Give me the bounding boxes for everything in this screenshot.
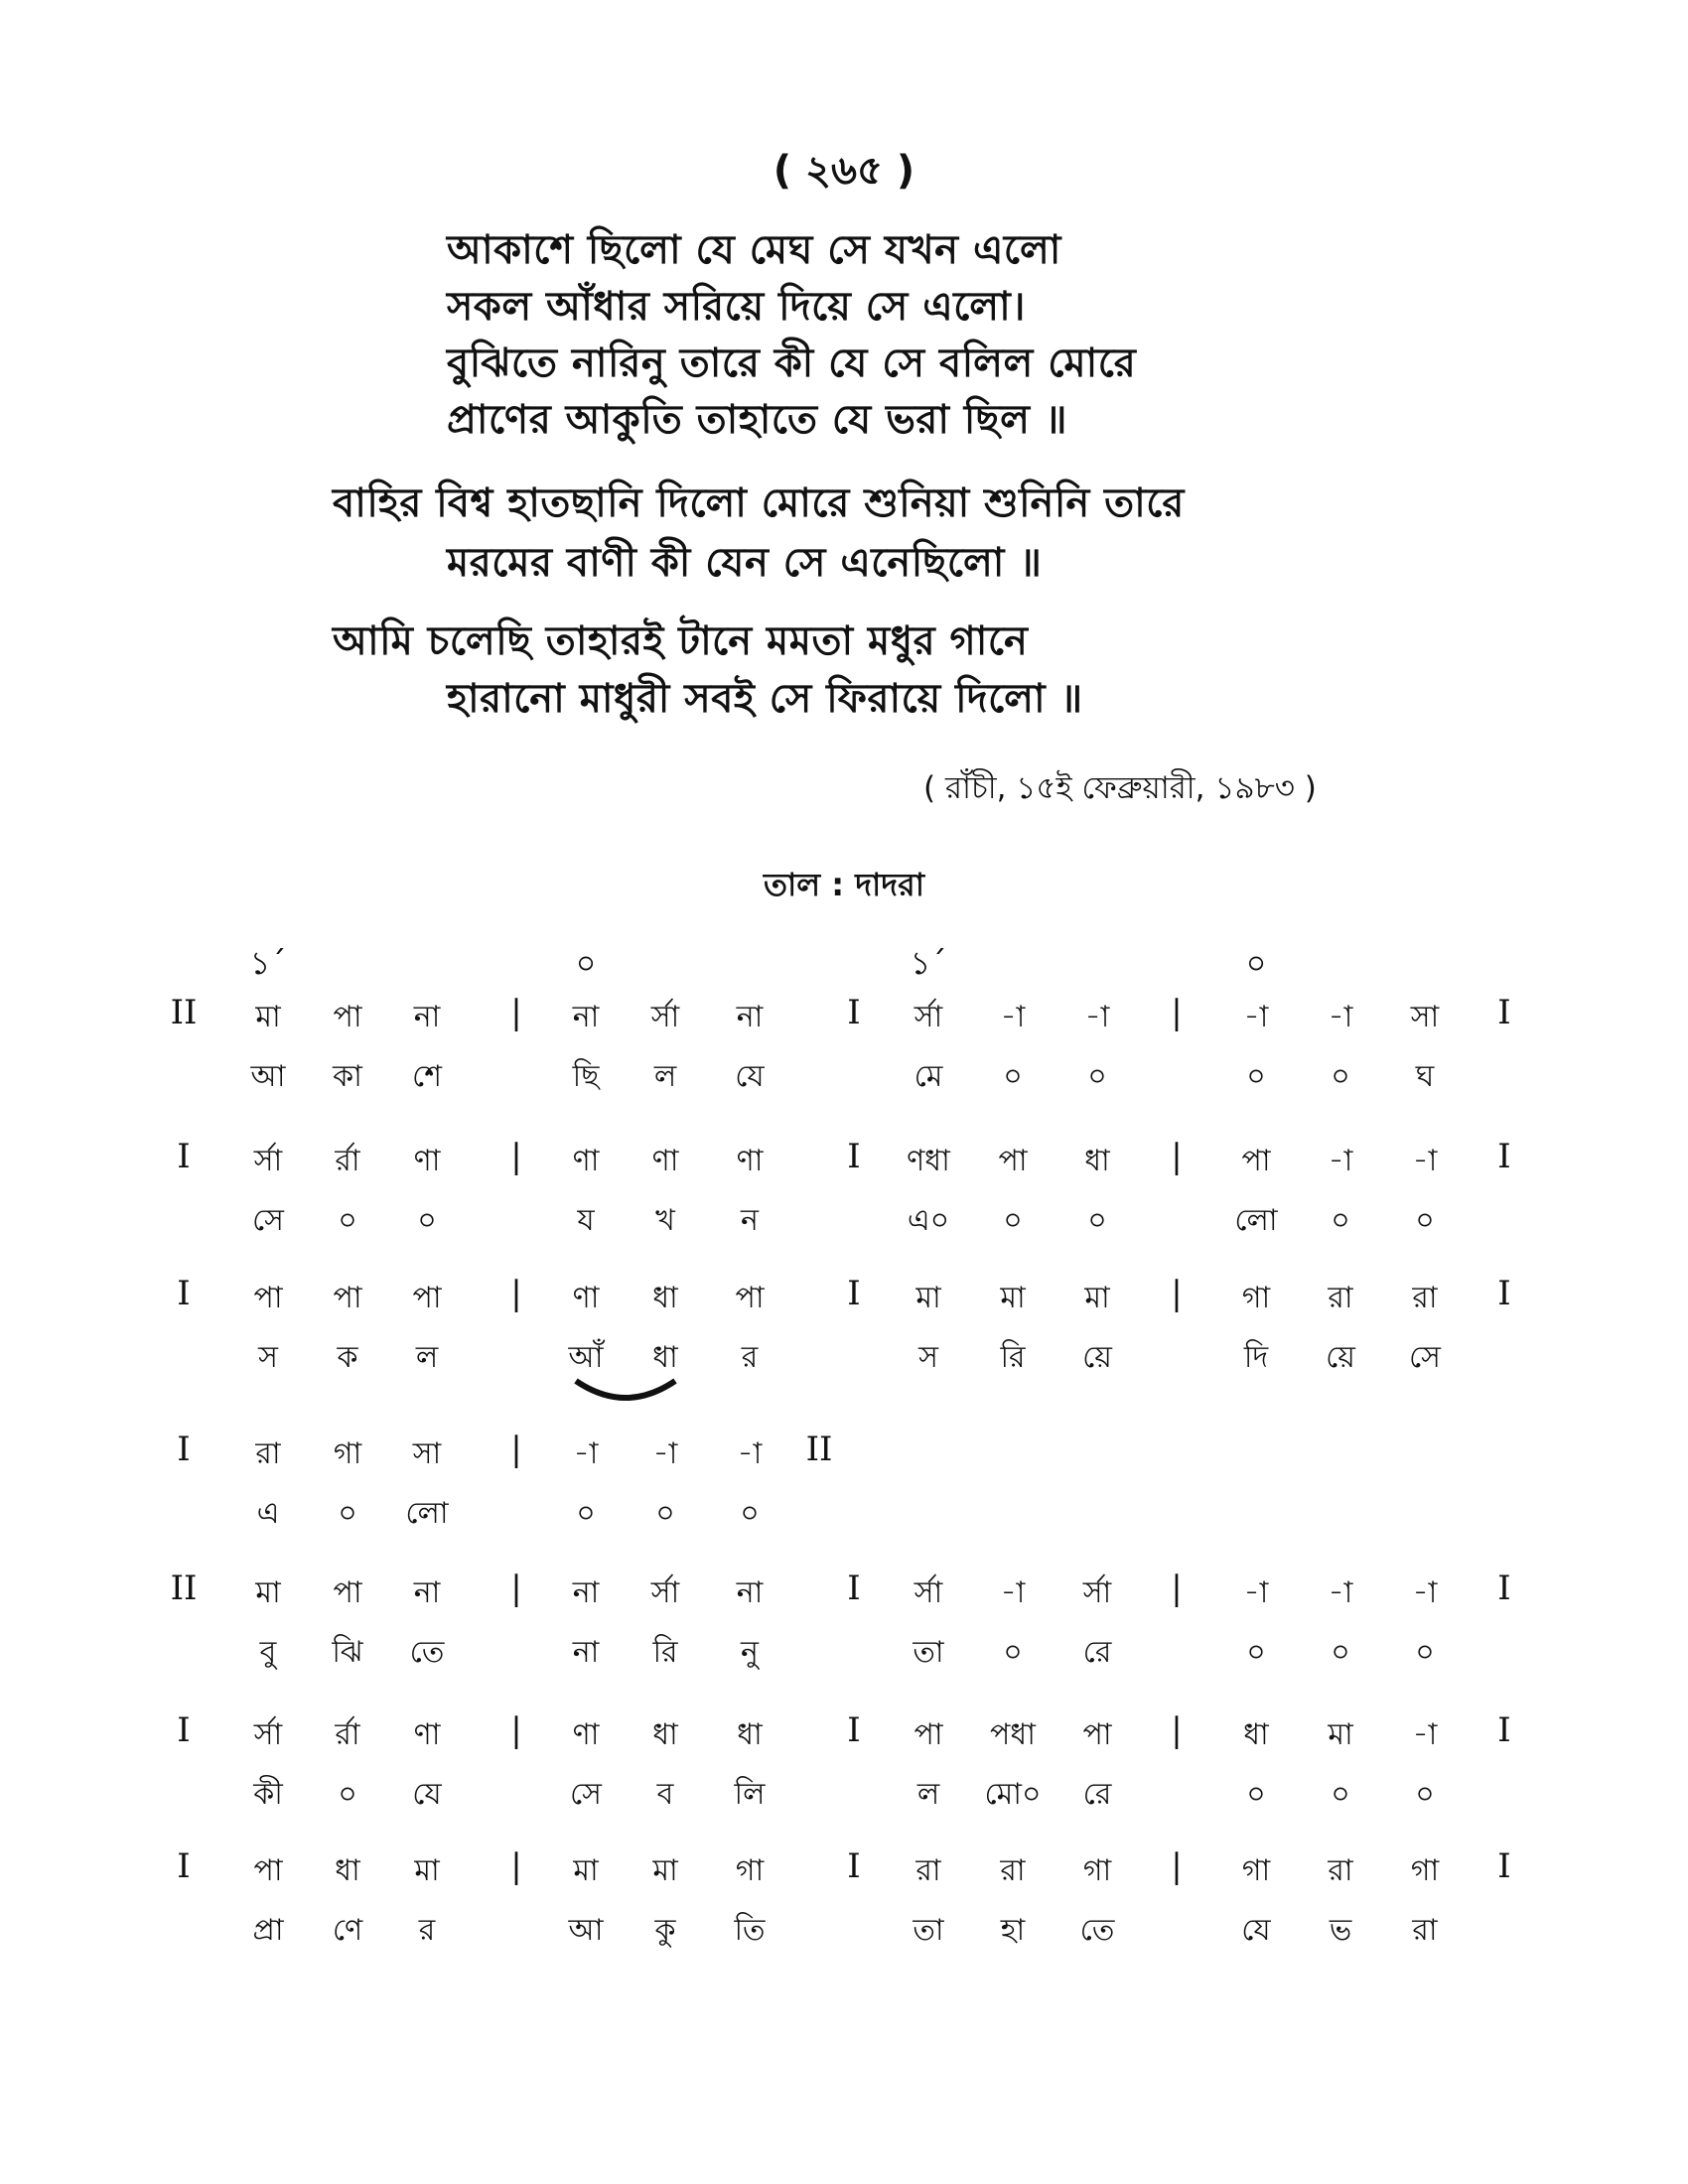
vibhag-separator: | bbox=[1171, 1274, 1183, 1313]
note-cell: মা bbox=[573, 1853, 599, 1888]
lyric-cell: য bbox=[577, 1203, 595, 1238]
lyric-cell: রি bbox=[652, 1635, 678, 1670]
note-cell: ধা bbox=[652, 1281, 678, 1315]
note-cell: র্সা bbox=[1082, 1575, 1112, 1610]
lyric-cell: তি bbox=[734, 1913, 766, 1948]
meend-curve bbox=[571, 1373, 680, 1413]
note-cell: সা bbox=[412, 1436, 442, 1471]
note-cell: মা bbox=[652, 1853, 678, 1888]
lyric-cell: ণে bbox=[332, 1913, 363, 1948]
note-cell: মা bbox=[255, 1000, 281, 1034]
row-start-bar: I bbox=[177, 1430, 191, 1469]
row-end-bar: II bbox=[805, 1430, 833, 1469]
note-cell: -া bbox=[573, 1436, 599, 1471]
vibhag-separator: | bbox=[510, 1137, 522, 1176]
note-cell: -া bbox=[1328, 1575, 1353, 1610]
lyric-cell: যে bbox=[735, 1059, 765, 1094]
note-cell: না bbox=[572, 1575, 600, 1610]
row-end-bar: I bbox=[1497, 1137, 1511, 1176]
note-cell: মা bbox=[255, 1575, 281, 1610]
lyric-cell: না bbox=[572, 1635, 600, 1670]
note-cell: গা bbox=[1241, 1281, 1271, 1315]
note-cell: গা bbox=[735, 1853, 765, 1888]
note-cell: পা bbox=[253, 1853, 283, 1888]
poem-line: হারানো মাধুরী সবই সে ফিরায়ে দিলো ॥ bbox=[447, 676, 1083, 722]
lyric-cell: ০ bbox=[1003, 1059, 1023, 1094]
note-cell: -া bbox=[652, 1436, 678, 1471]
lyric-cell: ০ bbox=[740, 1496, 760, 1531]
note-cell: মা bbox=[414, 1853, 440, 1888]
note-cell: র্সা bbox=[650, 1000, 680, 1034]
row-start-bar: I bbox=[177, 1274, 191, 1313]
lyric-cell: শে bbox=[412, 1059, 442, 1094]
note-cell: রা bbox=[1412, 1281, 1438, 1315]
lyric-cell: য়ে bbox=[1326, 1340, 1355, 1375]
lyric-cell: তা bbox=[913, 1913, 944, 1948]
date-place-signature: ( রাঁচী, ১৫ই ফেব্রুয়ারী, ১৯৮৩ ) bbox=[923, 770, 1317, 806]
vibhag-separator: | bbox=[510, 1846, 522, 1886]
note-cell: -া bbox=[1412, 1575, 1438, 1610]
lyric-cell: ০ bbox=[1331, 1059, 1350, 1094]
lyric-cell: ভ bbox=[1329, 1913, 1352, 1948]
vibhag-separator: I bbox=[847, 1569, 861, 1608]
lyric-cell: কু bbox=[654, 1913, 676, 1948]
beat-mark: ১´ bbox=[910, 944, 947, 982]
row-end-bar: I bbox=[1497, 1710, 1511, 1750]
beat-mark: ০ bbox=[575, 944, 597, 982]
vibhag-separator: | bbox=[1171, 1846, 1183, 1886]
note-cell: ধা bbox=[652, 1717, 678, 1752]
lyric-cell: ন bbox=[741, 1203, 759, 1238]
note-cell: পা bbox=[412, 1281, 442, 1315]
note-cell: ধা bbox=[335, 1853, 360, 1888]
vibhag-separator: I bbox=[847, 1710, 861, 1750]
lyric-cell: সে bbox=[1409, 1340, 1441, 1375]
lyric-cell: নু bbox=[741, 1635, 759, 1670]
poem-line: প্রাণের আকুতি তাহাতে যে ভরা ছিল ॥ bbox=[447, 397, 1067, 443]
note-cell: গা bbox=[1241, 1853, 1271, 1888]
note-cell: না bbox=[413, 1575, 441, 1610]
note-cell: রা bbox=[1328, 1853, 1353, 1888]
vibhag-separator: I bbox=[847, 1846, 861, 1886]
note-cell: রা bbox=[1000, 1853, 1026, 1888]
poem-line: মরমের বাণী কী যেন সে এনেছিলো ॥ bbox=[447, 540, 1043, 586]
vibhag-separator: | bbox=[510, 1274, 522, 1313]
row-end-bar: I bbox=[1497, 1274, 1511, 1313]
lyric-cell: ব bbox=[656, 1777, 674, 1812]
lyric-cell: ০ bbox=[1331, 1777, 1350, 1812]
note-cell: ধা bbox=[737, 1717, 763, 1752]
note-cell: -া bbox=[1243, 1575, 1269, 1610]
row-start-bar: I bbox=[177, 1137, 191, 1176]
lyric-cell: ০ bbox=[1087, 1059, 1107, 1094]
lyric-cell: ক bbox=[337, 1340, 358, 1375]
vibhag-separator: I bbox=[847, 1137, 861, 1176]
lyric-cell: প্রা bbox=[252, 1913, 284, 1948]
lyric-cell: ০ bbox=[1087, 1203, 1107, 1238]
lyric-cell: খ bbox=[655, 1203, 675, 1238]
note-cell: পা bbox=[253, 1281, 283, 1315]
lyric-cell: আঁ bbox=[568, 1340, 604, 1375]
vibhag-separator: | bbox=[1171, 1710, 1183, 1750]
vibhag-separator: I bbox=[847, 1274, 861, 1313]
lyric-cell: দি bbox=[1243, 1340, 1269, 1375]
lyric-cell: মে bbox=[914, 1059, 943, 1094]
note-cell: র্সা bbox=[914, 1575, 943, 1610]
lyric-cell: ০ bbox=[338, 1777, 357, 1812]
lyric-cell: র bbox=[418, 1913, 436, 1948]
note-cell: পা bbox=[1082, 1717, 1112, 1752]
note-cell: -া bbox=[1328, 1144, 1353, 1178]
note-cell: ধা bbox=[1084, 1144, 1110, 1178]
note-cell: মা bbox=[1000, 1281, 1026, 1315]
lyric-cell: ০ bbox=[1331, 1635, 1350, 1670]
poem-line: বুঝিতে নারিনু তারে কী যে সে বলিল মোরে bbox=[447, 341, 1137, 386]
note-cell: পা bbox=[998, 1144, 1028, 1178]
note-cell: না bbox=[413, 1000, 441, 1034]
note-cell: পা bbox=[333, 1281, 362, 1315]
poem-line: বাহির বিশ্ব হাতছানি দিলো মোরে শুনিয়া শুনিনি তারে bbox=[333, 480, 1185, 526]
lyric-cell: ০ bbox=[417, 1203, 437, 1238]
lyric-cell: ০ bbox=[1003, 1203, 1023, 1238]
beat-mark: ০ bbox=[1245, 944, 1267, 982]
lyric-cell: হা bbox=[1000, 1913, 1026, 1948]
lyric-cell: আ bbox=[250, 1059, 286, 1094]
lyric-cell: রা bbox=[1412, 1913, 1438, 1948]
poem-line: সকল আঁধার সরিয়ে দিয়ে সে এলো। bbox=[447, 284, 1026, 330]
note-cell: রা bbox=[1328, 1281, 1353, 1315]
lyric-cell: ০ bbox=[338, 1203, 357, 1238]
note-cell: মা bbox=[915, 1281, 941, 1315]
lyric-cell: বু bbox=[259, 1635, 277, 1670]
note-cell: মা bbox=[1328, 1717, 1353, 1752]
note-cell: পা bbox=[333, 1575, 362, 1610]
lyric-cell: এ০ bbox=[907, 1203, 950, 1238]
row-start-bar: I bbox=[177, 1846, 191, 1886]
lyric-cell: ঝি bbox=[332, 1635, 363, 1670]
row-end-bar: I bbox=[1497, 993, 1511, 1032]
lyric-cell: ০ bbox=[1415, 1777, 1435, 1812]
vibhag-separator: | bbox=[1171, 993, 1183, 1032]
lyric-cell: ০ bbox=[576, 1496, 596, 1531]
note-cell: রা bbox=[915, 1853, 941, 1888]
note-cell: -া bbox=[737, 1436, 763, 1471]
note-cell: ণা bbox=[736, 1144, 764, 1178]
lyric-cell: লি bbox=[734, 1777, 766, 1812]
lyric-cell: কা bbox=[333, 1059, 362, 1094]
note-cell: র্সা bbox=[914, 1000, 943, 1034]
note-cell: না bbox=[572, 1000, 600, 1034]
note-cell: ধা bbox=[1243, 1717, 1269, 1752]
lyric-cell: ধা bbox=[652, 1340, 678, 1375]
note-cell: পা bbox=[735, 1281, 765, 1315]
lyric-cell: সে bbox=[570, 1777, 602, 1812]
vibhag-separator: | bbox=[510, 1430, 522, 1469]
beat-mark: ১´ bbox=[249, 944, 287, 982]
note-cell: -া bbox=[1000, 1000, 1026, 1034]
lyric-cell: ল bbox=[653, 1059, 677, 1094]
note-cell: মা bbox=[1084, 1281, 1110, 1315]
note-cell: ণা bbox=[572, 1144, 600, 1178]
lyric-cell: মো০ bbox=[984, 1777, 1042, 1812]
note-cell: গা bbox=[333, 1436, 362, 1471]
lyric-cell: ০ bbox=[1003, 1635, 1023, 1670]
lyric-cell: স bbox=[918, 1340, 938, 1375]
note-cell: র্রা bbox=[335, 1144, 360, 1178]
note-cell: -া bbox=[1328, 1000, 1353, 1034]
vibhag-separator: | bbox=[1171, 1137, 1183, 1176]
lyric-cell: তা bbox=[913, 1635, 944, 1670]
lyric-cell: ০ bbox=[655, 1496, 675, 1531]
lyric-cell: ০ bbox=[1331, 1203, 1350, 1238]
lyric-cell: ০ bbox=[1246, 1635, 1266, 1670]
note-cell: -া bbox=[1412, 1144, 1438, 1178]
vibhag-separator: | bbox=[1171, 1569, 1183, 1608]
lyric-cell: ল bbox=[916, 1777, 940, 1812]
note-cell: র্সা bbox=[253, 1717, 283, 1752]
row-start-bar: II bbox=[170, 993, 198, 1032]
lyric-cell: ০ bbox=[1246, 1777, 1266, 1812]
note-cell: ণা bbox=[413, 1717, 441, 1752]
note-cell: ণা bbox=[572, 1281, 600, 1315]
note-cell: পা bbox=[914, 1717, 943, 1752]
note-cell: না bbox=[736, 1575, 764, 1610]
lyric-cell: কী bbox=[253, 1777, 283, 1812]
lyric-cell: রি bbox=[1000, 1340, 1026, 1375]
poem-line: আমি চলেছি তাহারই টানে মমতা মধুর গানে bbox=[333, 618, 1029, 664]
page-number: ( ২৬৫ ) bbox=[773, 148, 915, 194]
lyric-cell: স bbox=[258, 1340, 278, 1375]
lyric-cell: সে bbox=[252, 1203, 284, 1238]
note-cell: ণধা bbox=[907, 1144, 950, 1178]
lyric-cell: লো bbox=[405, 1496, 449, 1531]
lyric-cell: ০ bbox=[1246, 1059, 1266, 1094]
lyric-cell: ০ bbox=[1415, 1635, 1435, 1670]
vibhag-separator: | bbox=[510, 1710, 522, 1750]
note-cell: পা bbox=[1241, 1144, 1271, 1178]
tala-label: তাল : দাদরা bbox=[764, 866, 924, 903]
note-cell: না bbox=[736, 1000, 764, 1034]
note-cell: ণা bbox=[572, 1717, 600, 1752]
note-cell: পধা bbox=[990, 1717, 1036, 1752]
lyric-cell: য়ে bbox=[1082, 1340, 1112, 1375]
lyric-cell: লো bbox=[1234, 1203, 1278, 1238]
lyric-cell: তে bbox=[409, 1635, 445, 1670]
lyric-cell: র bbox=[741, 1340, 759, 1375]
lyric-cell: তে bbox=[1079, 1913, 1115, 1948]
note-cell: ণা bbox=[413, 1144, 441, 1178]
note-cell: রা bbox=[255, 1436, 281, 1471]
lyric-cell: ছি bbox=[572, 1059, 600, 1094]
lyric-cell: ০ bbox=[338, 1496, 357, 1531]
poem-line: আকাশে ছিলো যে মেঘ সে যখন এলো bbox=[447, 227, 1061, 273]
lyric-cell: রে bbox=[1082, 1635, 1112, 1670]
note-cell: র্সা bbox=[650, 1575, 680, 1610]
note-cell: র্রা bbox=[335, 1717, 360, 1752]
row-end-bar: I bbox=[1497, 1846, 1511, 1886]
lyric-cell: ল bbox=[415, 1340, 439, 1375]
lyric-cell: যে bbox=[412, 1777, 442, 1812]
note-cell: গা bbox=[1082, 1853, 1112, 1888]
lyric-cell: যে bbox=[1241, 1913, 1271, 1948]
note-cell: সা bbox=[1410, 1000, 1440, 1034]
lyric-cell: ঘ bbox=[1415, 1059, 1435, 1094]
note-cell: ণা bbox=[651, 1144, 679, 1178]
lyric-cell: এ bbox=[256, 1496, 280, 1531]
note-cell: -া bbox=[1084, 1000, 1110, 1034]
lyric-cell: ০ bbox=[1415, 1203, 1435, 1238]
note-cell: -া bbox=[1243, 1000, 1269, 1034]
note-cell: -া bbox=[1412, 1717, 1438, 1752]
row-start-bar: II bbox=[170, 1569, 198, 1608]
vibhag-separator: | bbox=[510, 1569, 522, 1608]
note-cell: গা bbox=[1410, 1853, 1440, 1888]
note-cell: র্সা bbox=[253, 1144, 283, 1178]
vibhag-separator: I bbox=[847, 993, 861, 1032]
note-cell: পা bbox=[333, 1000, 362, 1034]
note-cell: -া bbox=[1000, 1575, 1026, 1610]
row-start-bar: I bbox=[177, 1710, 191, 1750]
vibhag-separator: | bbox=[510, 993, 522, 1032]
lyric-cell: আ bbox=[568, 1913, 604, 1948]
row-end-bar: I bbox=[1497, 1569, 1511, 1608]
lyric-cell: রে bbox=[1082, 1777, 1112, 1812]
